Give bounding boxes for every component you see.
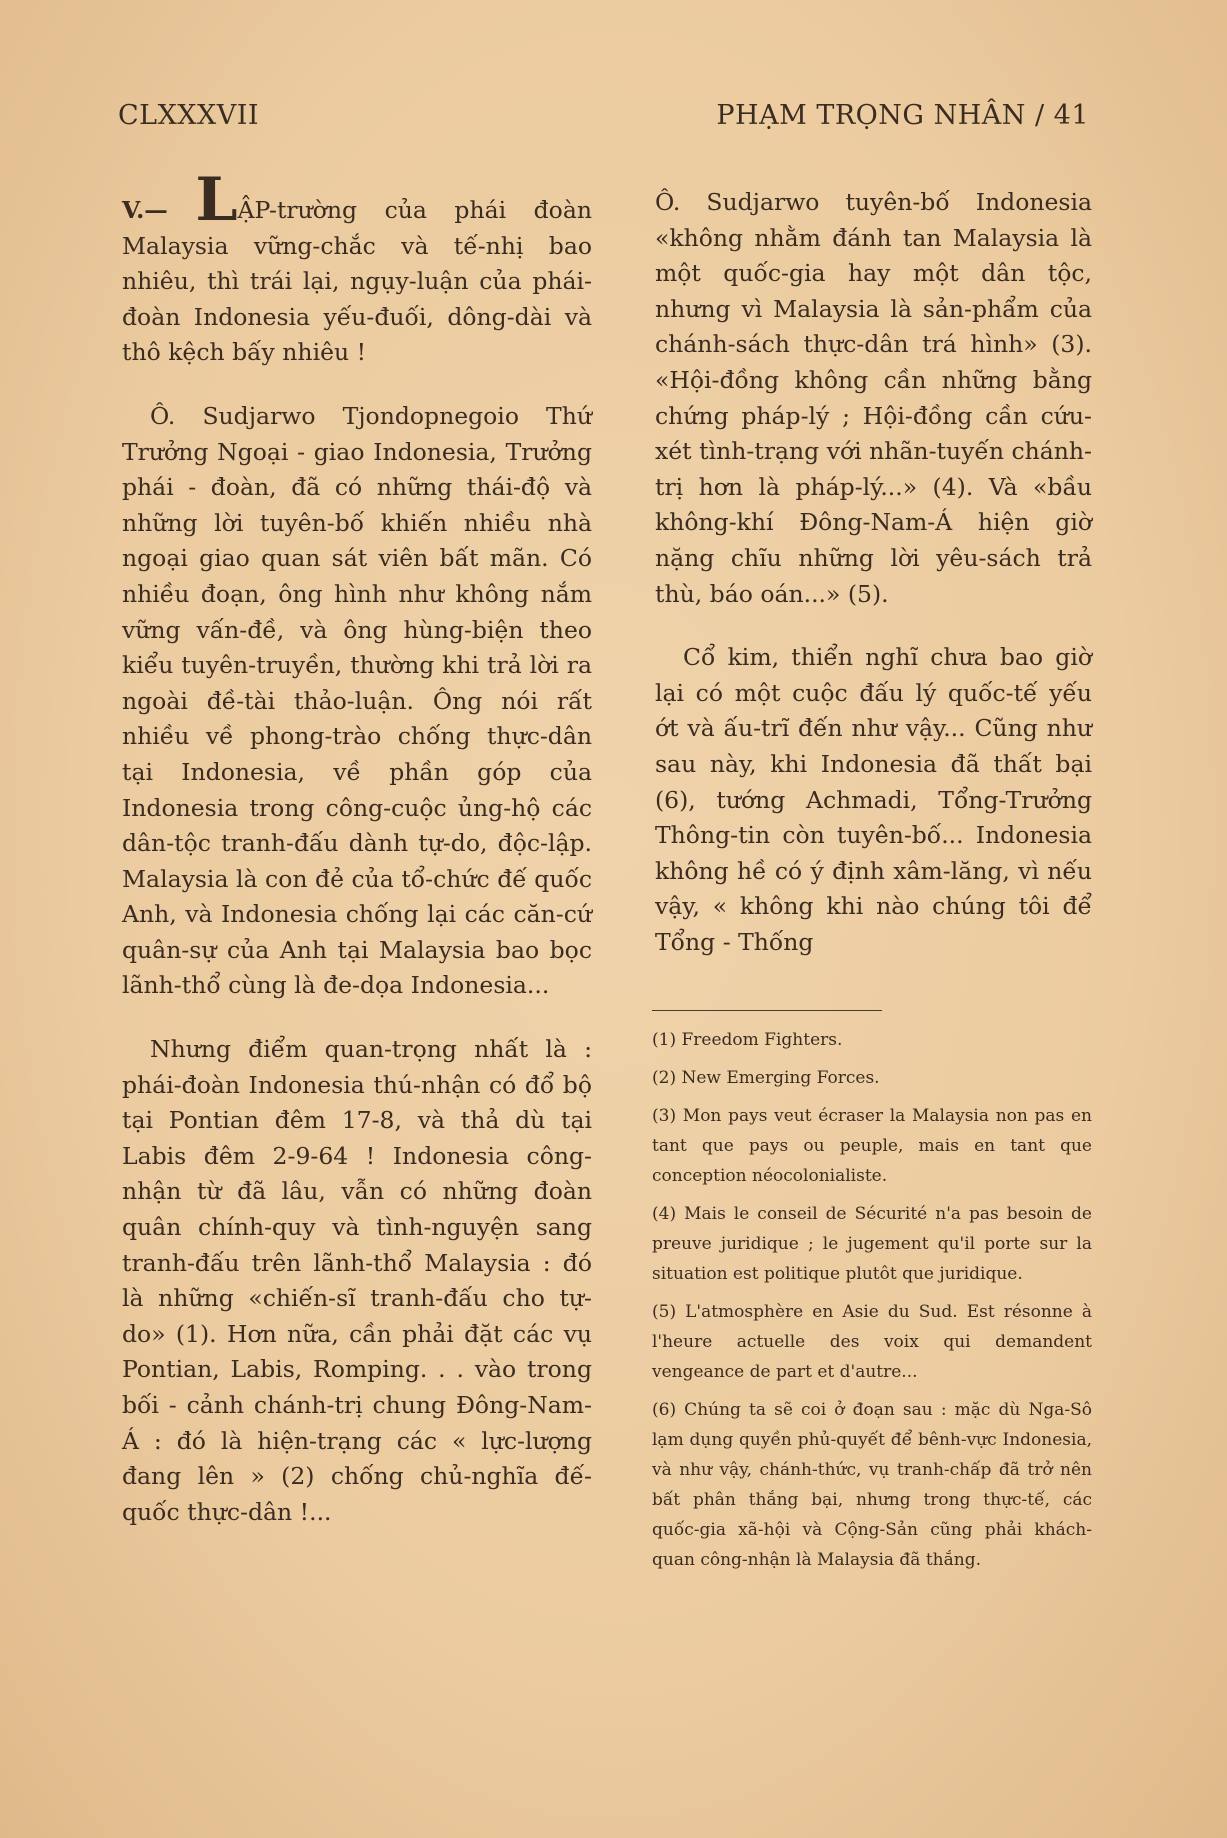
footnote: (5) L'atmosphère en Asie du Sud. Est résonne à l'heure actuelle des voix qui demandent vengeance de part et d'autre... (652, 1302, 1092, 1382)
footnote: (1) Freedom Fighters. (652, 1030, 843, 1050)
paragraph: Ô. Sudjarwo Tjondopnegoio Thứ Trưởng Ngoại - giao Indonesia, Trưởng phái - đoàn, đã có những thái-độ và những lời tuyên-bố khiến nhiều nhà ngoại giao quan sát viên bất mãn. Có nhiều đoạn, ông hình như không nắm vững vấn-đề, và ông hùng-biện theo kiểu tuyên-truyền, thường khi trả lời ra ngoài đề-tài thảo-luận. Ông nói rất nhiều về phong-trào chống thực-dân tại Indonesia, về phần góp của Indonesia trong công-cuộc ủng-hộ các dân-tộc tranh-đấu dành tự-do, độc-lập. Malaysia là con đẻ của tổ-chức đế quốc Anh, và Indonesia chống lại các căn-cứ quân-sự của Anh tại Malaysia bao bọc lãnh-thổ cùng là đe-dọa Indonesia... (122, 401, 592, 1000)
paragraph-text: ẬP-trường của phái đoàn Malaysia vững-chắc và tế-nhị bao nhiêu, thì trái lại, ngụy-luận của phái-đoàn Indonesia yếu-đuối, dông-dài và thô kệch bấy nhiêu ! (122, 196, 592, 367)
header-author-page: PHẠM TRỌNG NHÂN / 41 (716, 100, 1089, 131)
drop-cap: L (195, 165, 238, 235)
left-column (122, 165, 592, 1530)
paragraph: Cổ kim, thiển nghĩ chưa bao giờ lại có một cuộc đấu lý quốc-tế yếu ớt và ấu-trĩ đến như vậy... Cũng như sau này, khi Indonesia đã thất bại (6), tướng Achmadi, Tổng-Trưởng Thông-tin còn tuyên-bố... Indonesia không hề có ý định xâm-lăng, vì nếu vậy, « không khi nào chúng tôi để Tổng - Thống (655, 643, 1092, 956)
running-header (118, 100, 1089, 131)
footnote: (6) Chúng ta sẽ coi ở đoạn sau : mặc dù Nga-Sô lạm dụng quyền phủ-quyết để bênh-vực Indonesia, và như vậy, chánh-thức, vụ tranh-chấp đã trở nên bất phân thắng bại, nhưng trong thực-tế, các quốc-gia xã-hội và Cộng-Sản cũng phải khách-quan công-nhận là Malaysia đã thắng. (652, 1400, 1092, 1570)
footnote: (4) Mais le conseil de Sécurité n'a pas besoin de preuve juridique ; le jugement qu'il porte sur la situation est politique plutôt que juridique. (652, 1204, 1092, 1284)
footnote: (2) New Emerging Forces. (652, 1068, 880, 1088)
header-section-number: CLXXXVII (118, 100, 260, 131)
footnote-rule (652, 1010, 882, 1011)
right-column (655, 185, 1092, 960)
footnote: (3) Mon pays veut écraser la Malaysia non pas en tant que pays ou peuple, mais en tant que conception néocolonialiste. (652, 1106, 1092, 1186)
footnotes (652, 1010, 1092, 1583)
paragraph: Ô. Sudjarwo tuyên-bố Indonesia «không nhằm đánh tan Malaysia là một quốc-gia hay một dân tộc, nhưng vì Malaysia là sản-phẩm của chánh-sách thực-dân trá hình» (3). «Hội-đồng không cần những bằng chứng pháp-lý ; Hội-đồng cần cứu-xét tình-trạng với nhãn-tuyến chánh-trị hơn là pháp-lý...» (4). Và «bầu không-khí Đông-Nam-Á hiện giờ nặng chĩu những lời yêu-sách trả thù, báo oán...» (5). (655, 188, 1092, 608)
section-number: V.— (122, 196, 168, 224)
paragraph: Nhưng điểm quan-trọng nhất là : phái-đoàn Indonesia thú-nhận có đổ bộ tại Pontian đêm 17-8, và thả dù tại Labis đêm 2-9-64 ! Indonesia công-nhận từ đã lâu, vẫn có những đoàn quân chính-quy và tình-nguyện sang tranh-đấu trên lãnh-thổ Malaysia : đó là những «chiến-sĩ tranh-đấu cho tự-do» (1). Hơn nữa, cần phải đặt các vụ Pontian, Labis, Romping. . . vào trong bối - cảnh chánh-trị chung Đông-Nam-Á : đó là hiện-trạng các « lực-lượng đang lên » (2) chống chủ-nghĩa đế-quốc thực-dân !... (122, 1035, 592, 1526)
paragraph (122, 165, 592, 371)
